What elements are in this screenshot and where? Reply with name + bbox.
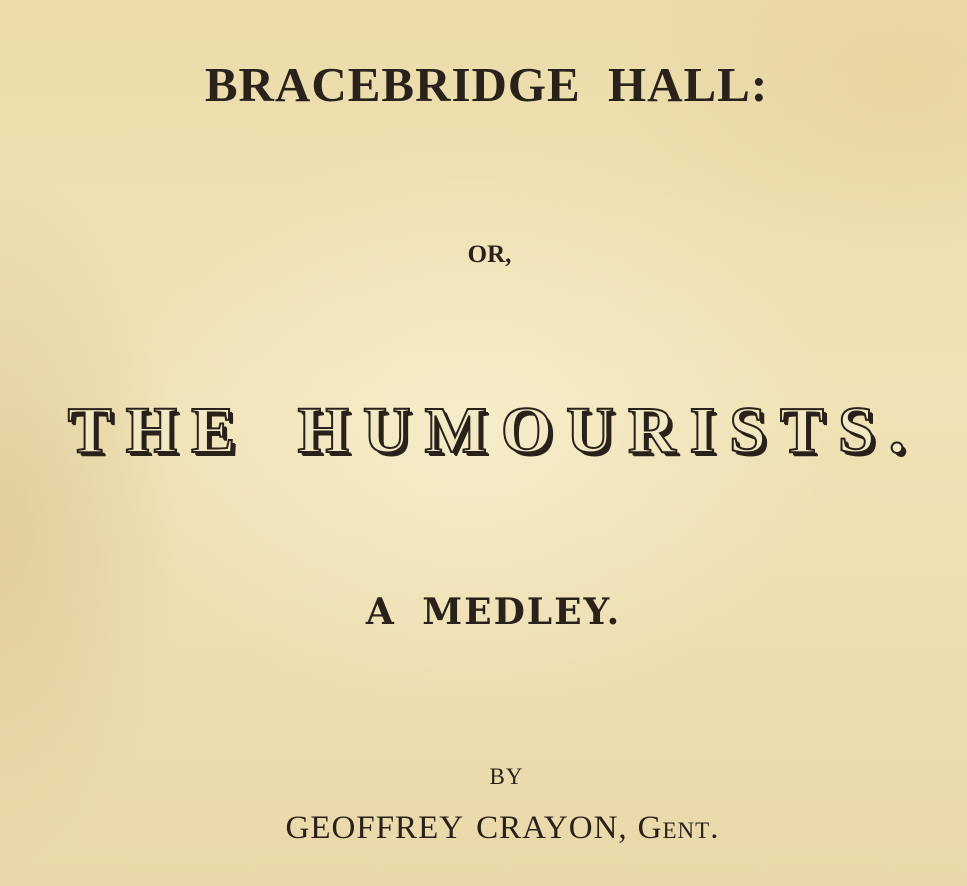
by-label: BY — [489, 764, 524, 789]
book-subtitle: THE HUMOURISTS. — [67, 394, 920, 467]
book-title: BRACEBRIDGE HALL: — [204, 57, 769, 112]
author-name: GEOFFREY CRAYON, — [285, 810, 628, 846]
title-conjunction: OR, — [467, 241, 512, 268]
book-description: A MEDLEY. — [365, 591, 622, 633]
author-suffix: Gent. — [637, 810, 720, 846]
author-line — [19, 810, 967, 847]
